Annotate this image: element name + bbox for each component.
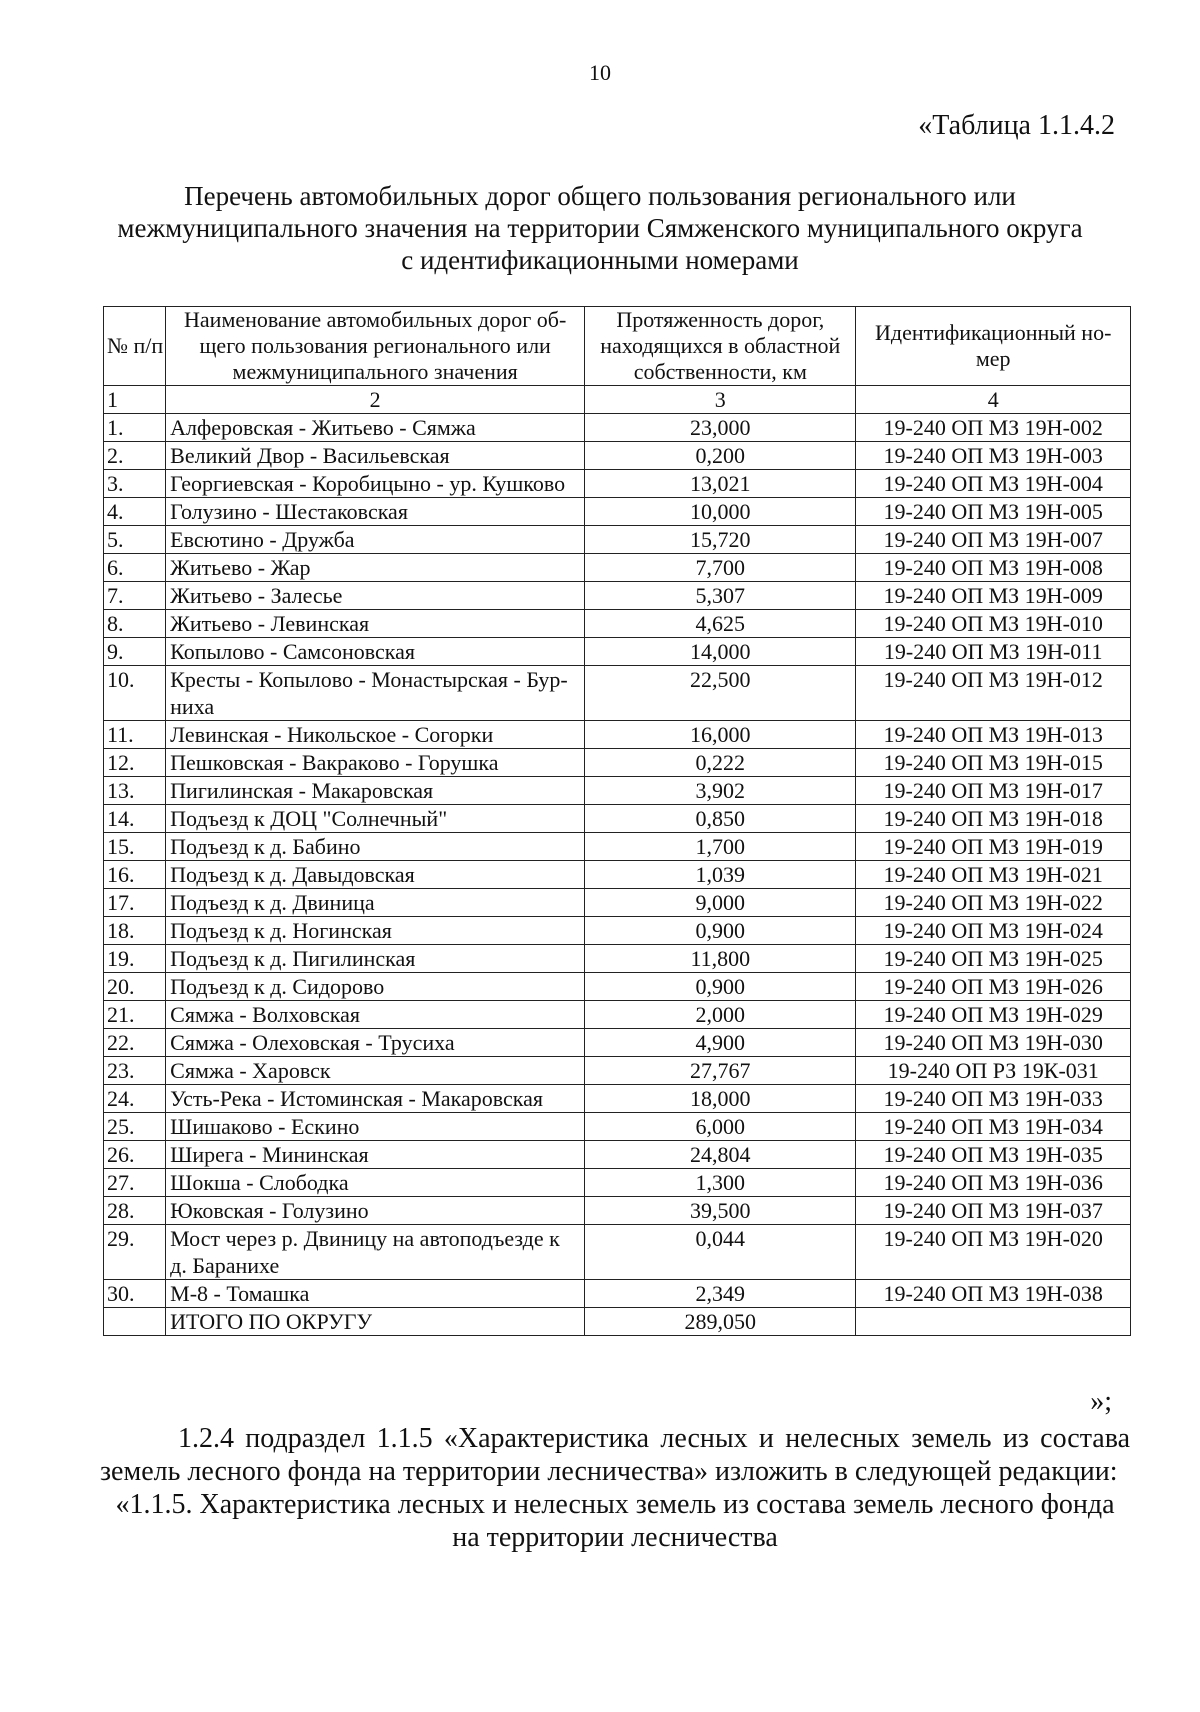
- road-name: Кресты - Копылово - Монастырская - Бур-ниха: [166, 666, 585, 721]
- road-id: 19-240 ОП МЗ 19Н-037: [856, 1197, 1131, 1225]
- table-row: [104, 638, 1131, 666]
- road-id: 19-240 ОП МЗ 19Н-029: [856, 1001, 1131, 1029]
- amendment-paragraph: 1.2.4 подраздел 1.1.5 «Характеристика лесных и нелесных земель из состава земель лесного фонда на территории лесничества» изложить в следующей редакции:: [100, 1423, 1130, 1487]
- road-length: 1,039: [585, 861, 856, 889]
- road-id: 19-240 ОП МЗ 19Н-012: [856, 666, 1131, 721]
- document-title: [0, 180, 1200, 276]
- road-id: 19-240 ОП МЗ 19Н-021: [856, 861, 1131, 889]
- road-name: Пигилинская - Макаровская: [166, 777, 585, 805]
- row-number: 20.: [104, 973, 166, 1001]
- road-id: 19-240 ОП МЗ 19Н-018: [856, 805, 1131, 833]
- road-name: Левинская - Никольское - Согорки: [166, 721, 585, 749]
- road-id: 19-240 ОП РЗ 19К-031: [856, 1057, 1131, 1085]
- road-id: 19-240 ОП МЗ 19Н-034: [856, 1113, 1131, 1141]
- table-row: [104, 1029, 1131, 1057]
- row-number: 28.: [104, 1197, 166, 1225]
- road-length: 0,044: [585, 1225, 856, 1280]
- table-row: [104, 1225, 1131, 1280]
- table-row: [104, 470, 1131, 498]
- title-line: с идентификационными номерами: [401, 245, 799, 275]
- road-length: 9,000: [585, 889, 856, 917]
- road-length: 1,300: [585, 1169, 856, 1197]
- road-length: 23,000: [585, 414, 856, 442]
- roads-table-body: [104, 414, 1131, 1308]
- road-length: 0,200: [585, 442, 856, 470]
- header-num: № п/п: [104, 307, 166, 386]
- row-number: 26.: [104, 1141, 166, 1169]
- row-number: 23.: [104, 1057, 166, 1085]
- table-header-row: [104, 307, 1131, 386]
- row-number: 21.: [104, 1001, 166, 1029]
- total-row: [104, 1308, 1131, 1336]
- total-label: ИТОГО ПО ОКРУГУ: [166, 1308, 585, 1336]
- table-row: [104, 805, 1131, 833]
- row-number: 27.: [104, 1169, 166, 1197]
- table-label: «Таблица 1.1.4.2: [918, 110, 1115, 141]
- total-length: 289,050: [585, 1308, 856, 1336]
- road-length: 7,700: [585, 554, 856, 582]
- row-number: 17.: [104, 889, 166, 917]
- road-length: 18,000: [585, 1085, 856, 1113]
- table-row: [104, 945, 1131, 973]
- road-length: 4,625: [585, 610, 856, 638]
- road-length: 0,850: [585, 805, 856, 833]
- road-id: 19-240 ОП МЗ 19Н-022: [856, 889, 1131, 917]
- road-length: 5,307: [585, 582, 856, 610]
- road-name: Голузино - Шестаковская: [166, 498, 585, 526]
- road-length: 14,000: [585, 638, 856, 666]
- road-length: 39,500: [585, 1197, 856, 1225]
- table-row: [104, 498, 1131, 526]
- road-length: 1,700: [585, 833, 856, 861]
- header-name: Наименование автомобильных дорог об-щего пользования регионального или межмуниципального значения: [166, 307, 585, 386]
- row-number: 11.: [104, 721, 166, 749]
- road-name: Подъезд к д. Давыдовская: [166, 861, 585, 889]
- road-name: Усть-Река - Истоминская - Макаровская: [166, 1085, 585, 1113]
- road-length: 22,500: [585, 666, 856, 721]
- row-number: 22.: [104, 1029, 166, 1057]
- road-length: 16,000: [585, 721, 856, 749]
- road-name: Подъезд к ДОЦ "Солнечный": [166, 805, 585, 833]
- road-id: 19-240 ОП МЗ 19Н-019: [856, 833, 1131, 861]
- road-length: 15,720: [585, 526, 856, 554]
- table-row: [104, 1197, 1131, 1225]
- road-id: 19-240 ОП МЗ 19Н-010: [856, 610, 1131, 638]
- road-name: Пешковская - Вакраково - Горушка: [166, 749, 585, 777]
- road-name: Ширега - Мининская: [166, 1141, 585, 1169]
- row-number: 15.: [104, 833, 166, 861]
- road-name: Подъезд к д. Двиница: [166, 889, 585, 917]
- road-length: 0,900: [585, 973, 856, 1001]
- road-id: 19-240 ОП МЗ 19Н-004: [856, 470, 1131, 498]
- table-row: [104, 973, 1131, 1001]
- table-row: [104, 1280, 1131, 1308]
- road-id: 19-240 ОП МЗ 19Н-008: [856, 554, 1131, 582]
- road-id: 19-240 ОП МЗ 19Н-015: [856, 749, 1131, 777]
- road-length: 2,000: [585, 1001, 856, 1029]
- header-length: Протяженность дорог, находящихся в областной собственности, км: [585, 307, 856, 386]
- road-id: 19-240 ОП МЗ 19Н-026: [856, 973, 1131, 1001]
- road-length: 3,902: [585, 777, 856, 805]
- road-id: 19-240 ОП МЗ 19Н-009: [856, 582, 1131, 610]
- title-line: Перечень автомобильных дорог общего пользования регионального или: [184, 181, 1016, 211]
- table-row: [104, 749, 1131, 777]
- table-row: [104, 1085, 1131, 1113]
- header-id: Идентификационный но-мер: [856, 307, 1131, 386]
- road-id: 19-240 ОП МЗ 19Н-017: [856, 777, 1131, 805]
- row-number: 25.: [104, 1113, 166, 1141]
- road-name: Подъезд к д. Бабино: [166, 833, 585, 861]
- row-number: 24.: [104, 1085, 166, 1113]
- road-length: 24,804: [585, 1141, 856, 1169]
- column-index: 2: [166, 386, 585, 414]
- road-name: Юковская - Голузино: [166, 1197, 585, 1225]
- road-id: 19-240 ОП МЗ 19Н-011: [856, 638, 1131, 666]
- road-name: Алферовская - Житьево - Сямжа: [166, 414, 585, 442]
- closing-quote: »;: [1090, 1386, 1112, 1417]
- road-name: Житьево - Левинская: [166, 610, 585, 638]
- table-row: [104, 526, 1131, 554]
- table-row: [104, 414, 1131, 442]
- road-id: 19-240 ОП МЗ 19Н-038: [856, 1280, 1131, 1308]
- row-number: 1.: [104, 414, 166, 442]
- total-num-cell: [104, 1308, 166, 1336]
- table-row: [104, 889, 1131, 917]
- row-number: 5.: [104, 526, 166, 554]
- roads-table: [103, 306, 1131, 1336]
- road-name: Сямжа - Олеховская - Трусиха: [166, 1029, 585, 1057]
- road-name: Подъезд к д. Пигилинская: [166, 945, 585, 973]
- road-length: 6,000: [585, 1113, 856, 1141]
- road-length: 0,222: [585, 749, 856, 777]
- road-name: Георгиевская - Коробицыно - ур. Кушково: [166, 470, 585, 498]
- column-index: 1: [104, 386, 166, 414]
- road-name: М-8 - Томашка: [166, 1280, 585, 1308]
- table-row: [104, 1113, 1131, 1141]
- road-id: 19-240 ОП МЗ 19Н-025: [856, 945, 1131, 973]
- table-row: [104, 1141, 1131, 1169]
- row-number: 10.: [104, 666, 166, 721]
- road-name: Мост через р. Двиницу на автоподъезде к д. Баранихе: [166, 1225, 585, 1280]
- table-row: [104, 442, 1131, 470]
- column-index: 3: [585, 386, 856, 414]
- table-row: [104, 610, 1131, 638]
- table-row: [104, 721, 1131, 749]
- road-length: 10,000: [585, 498, 856, 526]
- row-number: 6.: [104, 554, 166, 582]
- row-number: 2.: [104, 442, 166, 470]
- table-row: [104, 777, 1131, 805]
- road-length: 27,767: [585, 1057, 856, 1085]
- section-heading: «1.1.5. Характеристика лесных и нелесных земель из состава земель лесного фонда на территории лесничества: [115, 1489, 1115, 1553]
- table-row: [104, 582, 1131, 610]
- row-number: 29.: [104, 1225, 166, 1280]
- road-id: 19-240 ОП МЗ 19Н-030: [856, 1029, 1131, 1057]
- row-number: 4.: [104, 498, 166, 526]
- road-length: 0,900: [585, 917, 856, 945]
- row-number: 14.: [104, 805, 166, 833]
- row-number: 9.: [104, 638, 166, 666]
- table-row: [104, 666, 1131, 721]
- road-id: 19-240 ОП МЗ 19Н-024: [856, 917, 1131, 945]
- table-row: [104, 861, 1131, 889]
- road-name: Подъезд к д. Ногинская: [166, 917, 585, 945]
- road-name: Великий Двор - Васильевская: [166, 442, 585, 470]
- row-number: 30.: [104, 1280, 166, 1308]
- road-name: Евсютино - Дружба: [166, 526, 585, 554]
- row-number: 13.: [104, 777, 166, 805]
- row-number: 16.: [104, 861, 166, 889]
- column-index: 4: [856, 386, 1131, 414]
- road-name: Сямжа - Харовск: [166, 1057, 585, 1085]
- road-name: Шишаково - Ескино: [166, 1113, 585, 1141]
- road-id: 19-240 ОП МЗ 19Н-005: [856, 498, 1131, 526]
- road-name: Шокша - Слободка: [166, 1169, 585, 1197]
- total-id-cell: [856, 1308, 1131, 1336]
- table-row: [104, 1169, 1131, 1197]
- column-index-row: [104, 386, 1131, 414]
- road-length: 11,800: [585, 945, 856, 973]
- row-number: 19.: [104, 945, 166, 973]
- road-id: 19-240 ОП МЗ 19Н-033: [856, 1085, 1131, 1113]
- table-row: [104, 917, 1131, 945]
- road-name: Подъезд к д. Сидорово: [166, 973, 585, 1001]
- road-name: Сямжа - Волховская: [166, 1001, 585, 1029]
- road-id: 19-240 ОП МЗ 19Н-035: [856, 1141, 1131, 1169]
- road-length: 2,349: [585, 1280, 856, 1308]
- title-line: межмуниципального значения на территории Сямженского муниципального округа: [117, 213, 1083, 243]
- road-name: Житьево - Залесье: [166, 582, 585, 610]
- road-id: 19-240 ОП МЗ 19Н-007: [856, 526, 1131, 554]
- row-number: 12.: [104, 749, 166, 777]
- table-row: [104, 1057, 1131, 1085]
- road-name: Копылово - Самсоновская: [166, 638, 585, 666]
- table-row: [104, 554, 1131, 582]
- road-length: 4,900: [585, 1029, 856, 1057]
- row-number: 8.: [104, 610, 166, 638]
- road-id: 19-240 ОП МЗ 19Н-003: [856, 442, 1131, 470]
- row-number: 7.: [104, 582, 166, 610]
- road-id: 19-240 ОП МЗ 19Н-002: [856, 414, 1131, 442]
- table-row: [104, 833, 1131, 861]
- road-name: Житьево - Жар: [166, 554, 585, 582]
- table-row: [104, 1001, 1131, 1029]
- row-number: 3.: [104, 470, 166, 498]
- road-id: 19-240 ОП МЗ 19Н-013: [856, 721, 1131, 749]
- row-number: 18.: [104, 917, 166, 945]
- page-number: 10: [589, 60, 611, 85]
- road-id: 19-240 ОП МЗ 19Н-036: [856, 1169, 1131, 1197]
- road-length: 13,021: [585, 470, 856, 498]
- road-id: 19-240 ОП МЗ 19Н-020: [856, 1225, 1131, 1280]
